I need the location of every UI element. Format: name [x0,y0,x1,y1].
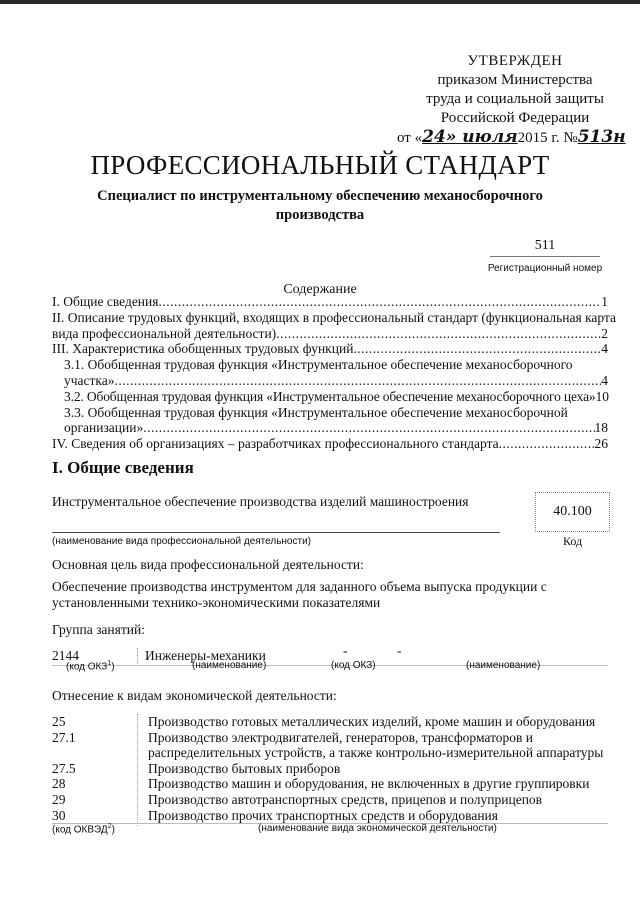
section-heading: I. Общие сведения [52,458,194,477]
toc-item[interactable] [52,373,608,389]
okz-code: 2144 [52,648,79,663]
code-caption: Код [563,534,583,548]
approval-line: Российской Федерации [440,110,590,126]
toc-item-page: 10 [595,388,610,404]
toc-leader [158,294,601,310]
okz-caption-2: (код ОКЗ) [331,660,376,671]
toc-leader [499,436,595,452]
okved-label: Отнесение к видам экономической деятельности: [52,688,337,703]
toc-item-text-cont: организации» [64,420,144,436]
okved-name: Производство автотранспортных средств, прицепов и полуприцепов [148,792,543,807]
toc-item-text: IV. Сведения об организациях – разработчиках профессионального стандарта [52,436,499,452]
okved-name: Производство готовых металлических изделий, кроме машин и оборудования [148,714,596,729]
toc-item-page: 18 [594,420,608,436]
toc-item[interactable] [52,389,608,405]
document-subtitle: Специалист по инструментальному обеспечению механосборочного производства [97,188,543,223]
okved-code: 30 [52,808,66,823]
okved-code: 28 [52,776,66,791]
okved-name: Производство электродвигателей, генераторов, трансформаторов и [148,730,534,745]
toc-leader [143,420,594,436]
approval-date-line [395,128,635,148]
okved-code: 27.5 [52,761,76,776]
toc-leader [276,326,601,342]
okved-code: 29 [52,792,66,807]
goal-text: установленными технико-экономическими показателями [52,595,381,610]
column-divider [137,648,138,666]
okved-row [52,730,612,746]
toc-item-text-cont: вида профессиональной деятельности) [52,325,277,341]
activity-code: 40.100 [553,504,592,519]
column-divider [137,714,138,826]
okved-caption [52,823,115,835]
toc-item-text[interactable]: 3.3. Обобщенная трудовая функция «Инструментальное обеспечение механосборочной [64,404,568,420]
handwritten-date: 24» июля [422,127,518,147]
toc-item-page: 26 [594,436,608,452]
toc-list [52,294,617,452]
group-label: Группа занятий: [52,622,145,637]
toc-leader [353,341,601,357]
okved-code: 25 [52,714,66,729]
toc-item-page: 2 [601,325,608,341]
activity-caption: (наименование вида профессиональной деятельности) [52,536,311,547]
toc-leader [115,373,602,389]
okz-name: Инженеры-механики [145,648,266,663]
approval-date-prefix: от « [397,130,423,146]
okved-code: 27.1 [52,730,76,745]
registration-caption: Регистрационный номер [487,263,603,274]
okz-caption-text: (код ОКЗ [66,661,108,673]
approval-line: УТВЕРЖДЕН [467,53,563,69]
toc-item-page: 4 [601,341,608,357]
activity-name: Инструментальное обеспечение производства изделий машиностроения [52,494,469,509]
toc-item-page: 4 [601,372,608,388]
okved-row [52,792,612,808]
scan-edge [0,0,640,4]
approval-line: приказом Министерства [437,72,593,88]
toc-item[interactable] [52,326,608,342]
handwritten-number: 513н [577,127,626,147]
okved-name: Производство прочих транспортных средств и оборудования [148,808,498,823]
registration-underline [490,256,600,257]
okved-name: распределительных устройств, а также контрольно-измерительной аппаратуры [148,745,604,760]
toc-item[interactable] [52,420,608,436]
goal-label: Основная цель вида профессиональной деятельности: [52,557,364,572]
toc-title: Содержание [283,282,357,297]
activity-code-box [535,492,610,532]
footnote-mark: 2 [107,823,112,830]
approval-block [395,52,635,148]
okved-name: Производство машин и оборудования, не включенных в другие группировки [148,776,590,791]
approval-line: труда и социальной защиты [426,91,604,107]
toc-item[interactable] [52,294,608,310]
approval-date-year: 2015 г. № [517,130,578,146]
toc-item-text: III. Характеристика обобщенных трудовых функций [52,341,354,357]
okved-name: Производство бытовых приборов [148,761,341,776]
okz-name-caption: (наименование) [192,660,267,671]
okved-row [52,745,612,761]
document-title: ПРОФЕССИОНАЛЬНЫЙ СТАНДАРТ [90,150,550,180]
okz-code-2: - [343,643,348,658]
toc-item-text-cont: участка» [64,372,115,388]
toc-item-text: 3.2. Обобщенная трудовая функция «Инструментальное обеспечение механосборочного цеха» [64,388,596,404]
okz-name-caption-2: (наименование) [466,660,541,671]
okved-name-caption: (наименование вида экономической деятельности) [258,823,497,834]
okved-caption-end: ) [111,824,115,836]
okved-row [52,714,612,730]
okved-row [52,776,612,792]
toc-item-page: 1 [601,294,608,309]
toc-item-text: I. Общие сведения [52,294,159,309]
okved-row [52,761,612,777]
toc-item-text[interactable]: II. Описание трудовых функций, входящих в профессиональный стандарт (функциональная карта [52,309,617,325]
goal-text: Обеспечение производства инструментом для заданного объема выпуска продукции с [52,579,547,594]
okved-row [52,808,612,824]
footnote-mark: 1 [107,660,112,667]
okved-caption-text: (код ОКВЭД [52,824,108,836]
okz-caption-end: ) [111,661,115,673]
toc-item-text[interactable]: 3.1. Обобщенная трудовая функция «Инструментальное обеспечение механосборочного [64,357,573,373]
registration-number: 511 [534,238,556,253]
activity-underline [52,532,500,533]
toc-item[interactable] [52,341,608,357]
okz-caption [66,660,115,672]
toc-item[interactable] [52,436,608,452]
okz-name-2: - [397,643,402,658]
